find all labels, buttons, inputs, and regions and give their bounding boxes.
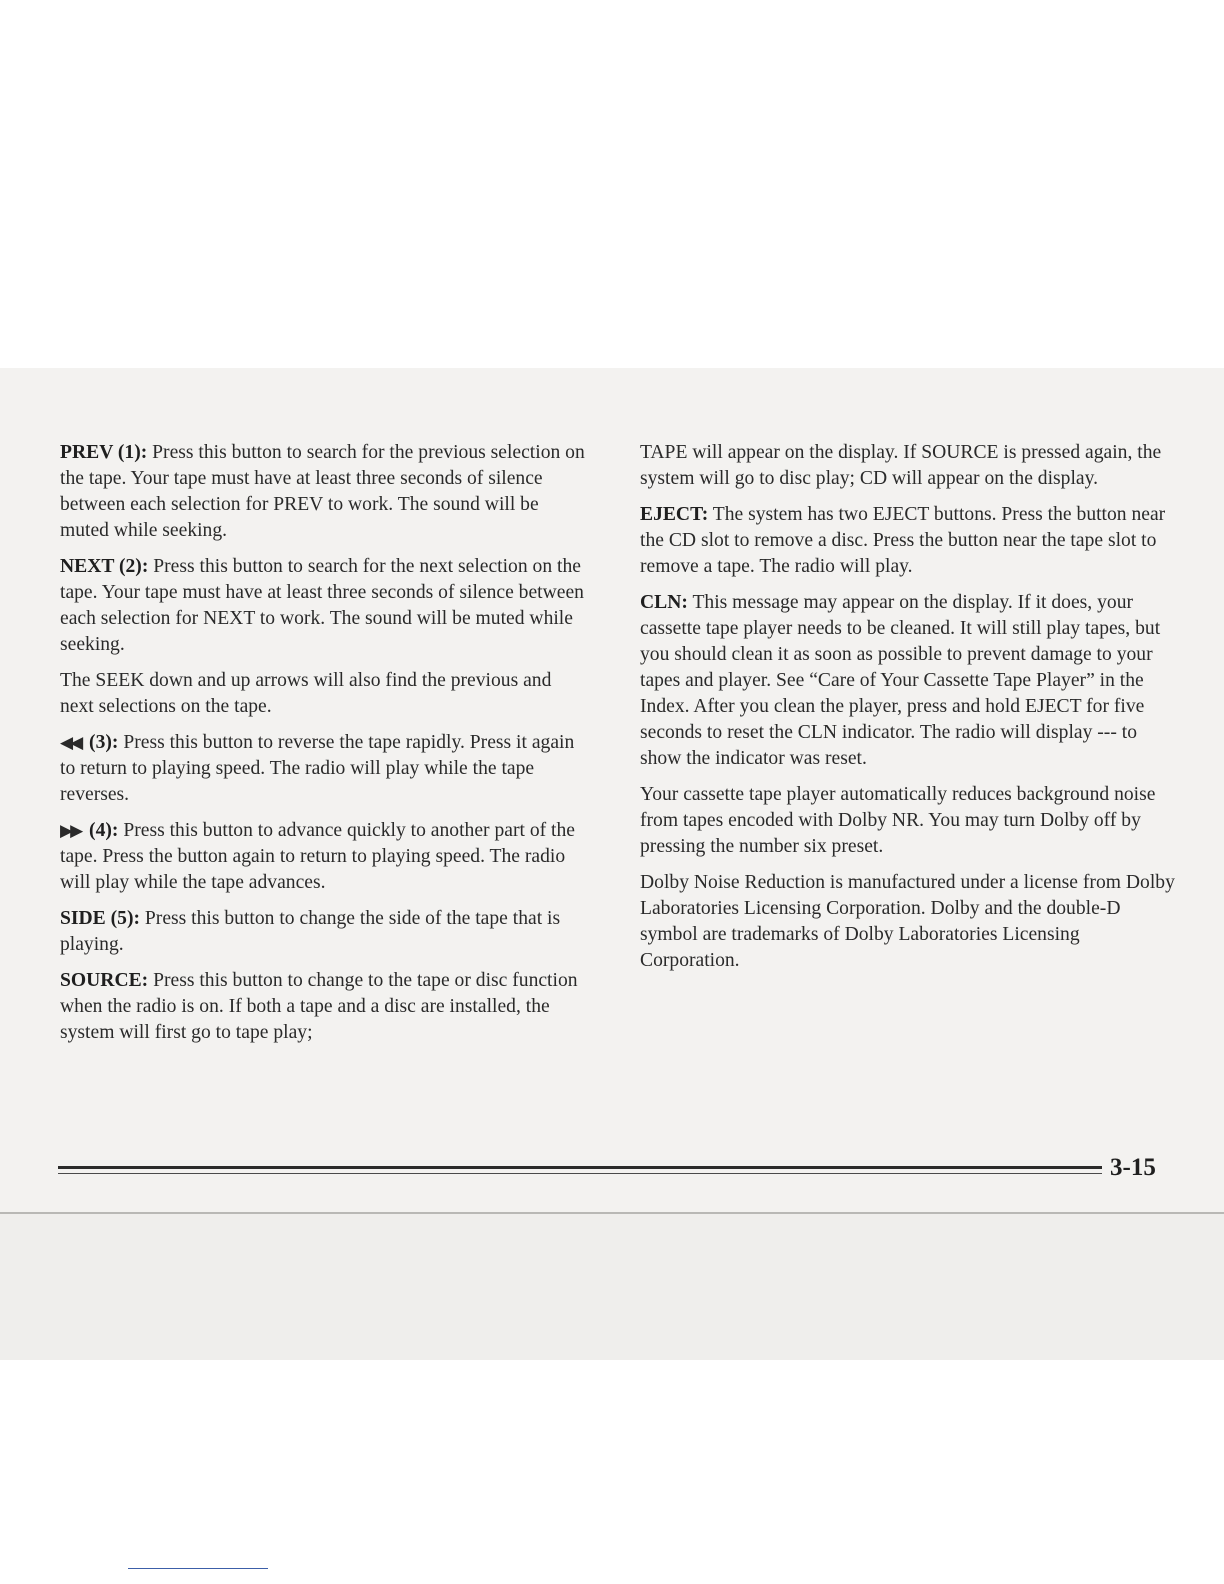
- rewind-icon: ◀◀: [60, 733, 81, 752]
- page-number: 3-15: [1110, 1154, 1156, 1181]
- dolby-license-paragraph: [640, 870, 1180, 974]
- footer-rule: [58, 1166, 1102, 1174]
- source-text: Press this button to change to the tape or disc function when the radio is on. If both a tape and a disc are installed, the system will first go to tape play;: [60, 970, 578, 1043]
- footer-rule-thick: [58, 1166, 1102, 1169]
- page-bottom-edge: [0, 1212, 1224, 1214]
- side-term: SIDE (5):: [60, 908, 141, 929]
- rewind-paragraph: [60, 730, 590, 808]
- eject-text: The system has two EJECT buttons. Press the button near the CD slot to remove a disc. Press the button near the tape slot to remove a tape. The radio will play.: [640, 504, 1166, 577]
- seek-paragraph: [60, 668, 590, 720]
- manual-page: [0, 368, 1224, 1212]
- scanned-page: [0, 368, 1224, 1360]
- right-column: [640, 440, 1180, 984]
- dolby-paragraph: [640, 782, 1180, 860]
- dolby-text: Your cassette tape player automatically reduces background noise from tapes encoded with Dolby NR. You may turn Dolby off by pressing the number six preset.: [640, 784, 1156, 857]
- side-paragraph: [60, 906, 590, 958]
- dolby-license-text: Dolby Noise Reduction is manufactured under a license from Dolby Laboratories Licensing Corporation. Dolby and the double-D symbol are trademarks of Dolby Laboratories Licensing Corporation.: [640, 872, 1175, 971]
- forward-text: Press this button to advance quickly to another part of the tape. Press the button again to return to playing speed. The radio will play while the tape advances.: [60, 820, 575, 893]
- next-term: NEXT (2):: [60, 556, 149, 577]
- side-text: Press this button to change the side of the tape that is playing.: [60, 908, 561, 955]
- prev-paragraph: [60, 440, 590, 544]
- seek-text: The SEEK down and up arrows will also find the previous and next selections on the tape.: [60, 670, 552, 717]
- next-text: Press this button to search for the next selection on the tape. Your tape must have at least three seconds of silence between each selection for NEXT to work. The sound will be muted while seeking.: [60, 556, 584, 655]
- forward-term: (4):: [84, 820, 119, 841]
- source-continued-paragraph: [640, 440, 1180, 492]
- rewind-term: (3):: [84, 732, 119, 753]
- footer-rule-thin: [58, 1173, 1102, 1174]
- fast-forward-icon: ▶▶: [60, 821, 81, 840]
- source-continued-text: TAPE will appear on the display. If SOURCE is pressed again, the system will go to disc play; CD will appear on the display.: [640, 442, 1162, 489]
- source-term: SOURCE:: [60, 970, 149, 991]
- cln-paragraph: [640, 590, 1180, 772]
- prev-term: PREV (1):: [60, 442, 148, 463]
- cln-text: This message may appear on the display. If it does, your cassette tape player needs to be cleaned. It will still play tapes, but you should clean it as soon as possible to prevent damage to your tapes and player. See “Care of Your Cassette Tape Player” in the Index. After you clean the player, press and hold EJECT for five seconds to reset the CLN indicator. The radio will display --- to show the indicator was reset.: [640, 592, 1161, 769]
- eject-paragraph: [640, 502, 1180, 580]
- rewind-text: Press this button to reverse the tape rapidly. Press it again to return to playing speed. The radio will play while the tape reverses.: [60, 732, 575, 805]
- next-paragraph: [60, 554, 590, 658]
- prev-text: Press this button to search for the previous selection on the tape. Your tape must have at least three seconds of silence between each selection for PREV to work. The sound will be muted while seeking.: [60, 442, 585, 541]
- source-paragraph: [60, 968, 590, 1046]
- cln-term: CLN:: [640, 592, 688, 613]
- forward-paragraph: [60, 818, 590, 896]
- eject-term: EJECT:: [640, 504, 709, 525]
- left-column: [60, 440, 590, 1056]
- link-underline: [128, 1568, 268, 1569]
